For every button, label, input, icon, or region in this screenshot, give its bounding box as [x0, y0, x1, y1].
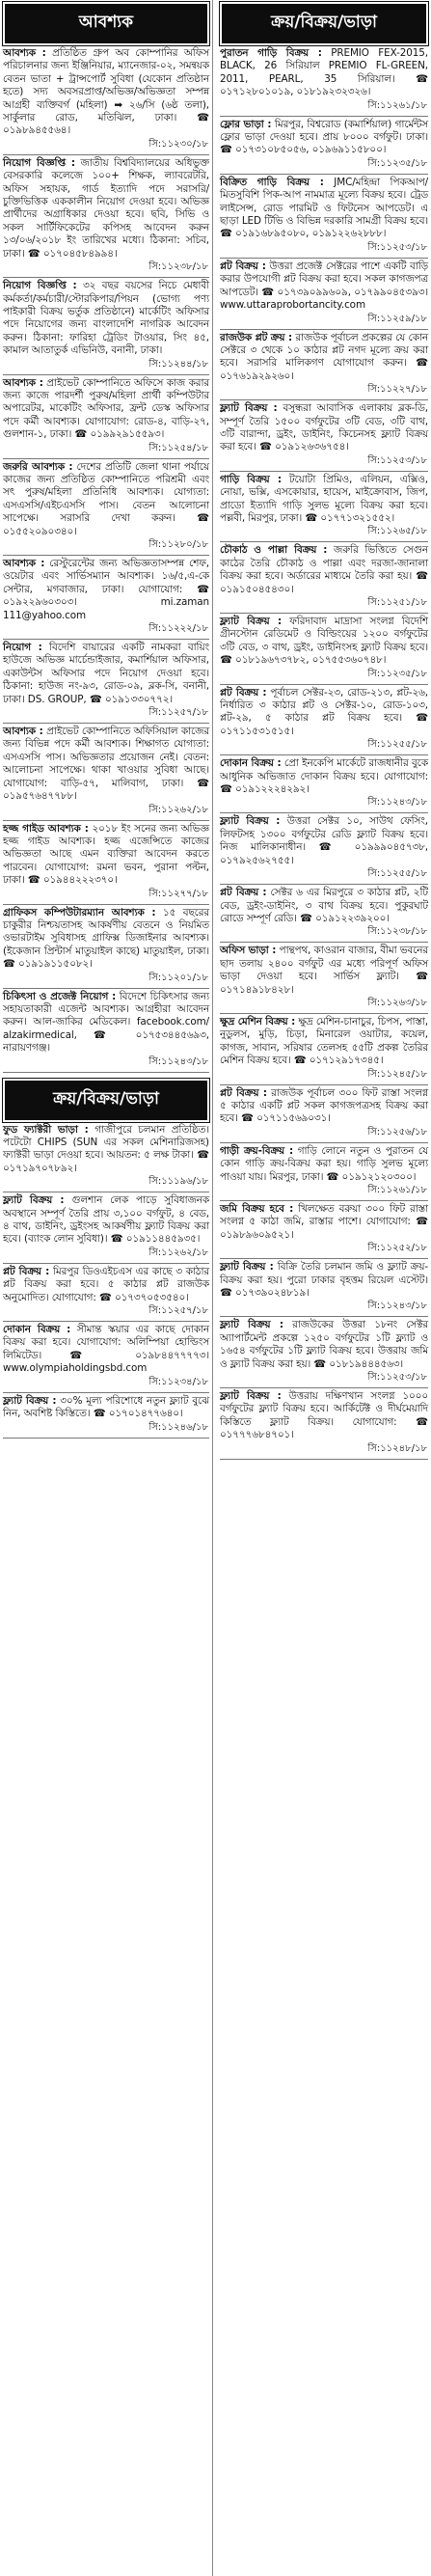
classified-ad — [217, 1319, 431, 1388]
ad-headline: প্লট বিক্রয় : — [220, 1086, 267, 1099]
ad-divider — [220, 399, 428, 400]
ad-headline: আবশ্যক : — [3, 47, 46, 59]
ad-divider — [220, 942, 428, 943]
ad-reference: সি:১১২৫২/১৮ — [367, 1243, 427, 1254]
ad-reference: সি:১১২২২/১৮ — [148, 623, 208, 635]
ad-reference: সি:১১২৪৮/১৮ — [367, 1442, 427, 1454]
ad-headline: প্লট বিক্রয় : — [3, 1265, 50, 1277]
ad-text: চৌকাঠ ও পাল্লা বিক্রয় : জরুরি ভিত্তিতে সেগুন কাঠের তৈরি চৌকাঠ ও পাল্লা এবং দরজা-জানালা বিক্রয় করা হবে। অর্ডারের মাধ্যমে তৈরি করা হয়। ☎ ০১৯১৫০৪৫৪৩০। — [220, 544, 428, 595]
ad-headline: নিয়োগ বিজ্ঞপ্তি : — [3, 156, 75, 169]
ad-reference: সি:১১২৩০/১৮ — [148, 138, 208, 150]
ad-divider — [220, 1084, 428, 1085]
ad-divider — [220, 1013, 428, 1014]
ad-text: ফ্ল্যাট বিক্রয় : ফরিদাবাদ মাদ্রাসা সংলগ্ন বিদেশি গ্রীনস্টোন রেডিমেট ও বিল্ডিংয়ের ১২০০ বর্গফুটের ৩টি বেড, ৩ বাথ, ড্রইং, ডাইনিংসহ ফ্ল্যাট বিক্রয় হবে। ☎ ০১৮১৯৬৭৩৭৮২, ০১৭৫৫৩৬০৭৪৮। — [220, 616, 428, 667]
ad-headline: অফিস ভাড়া : — [220, 945, 277, 957]
ad-headline: ফ্ল্যাট বিক্রয় : — [220, 1261, 274, 1274]
ad-reference: সি:১১২৩৫/১৮ — [367, 157, 427, 169]
ad-divider — [3, 639, 209, 640]
ad-divider — [3, 1321, 209, 1322]
ad-divider — [220, 1258, 428, 1259]
classified-ad — [217, 260, 431, 330]
ad-headline: প্লট বিক্রয় : — [220, 686, 267, 699]
ad-reference: সি:১১২৩৮/১৮ — [148, 261, 208, 273]
classified-ad — [217, 474, 431, 543]
ad-text: ফুড ফ্যাক্টরী ভাড়া : গাজীপুরে চলমান প্রতিষ্ঠিত। পটেটো CHIPS (SUN এর সকল মেশিনারিজসহ) ফ্যাক্টরী ভাড়া দেওয়া হবে। আয়তন: ৫ লক্ষ টাকা। ☎ ০১৭১৯৭০৭৮৯২। — [3, 1123, 209, 1174]
classified-ad — [217, 1087, 431, 1143]
ad-text: গাড়ি বিক্রয় : টয়োটা প্রিমিও, এলিয়ন, এক্সিও, নোয়া, ভক্সি, এসকোয়ার, হায়েস, মাইক্রোবাস, জিপ, প্রাডো ইত্যাদি গাড়ি সুলভ মূল্যে বিক্রয় করা হবে। পল্লবী, মিরপুর, ঢাকা। ☎ ০১৭৭১৩২১৫৫২। — [220, 473, 428, 524]
ad-divider — [3, 723, 209, 724]
ad-text: জরুরি আবশ্যক : দেশের প্রতিটি জেলা থানা পর্যায়ে কাজের জন্য প্রতিষ্ঠিত কোম্পানিতে পরিশ্রমী এবং সৎ পুরুষ/মহিলা প্রতিনিধি আবশ্যক। যোগ্যতা: এসএসসি/এইচএসসি পাস। বেতন আলোচনা সাপেক্ষে। সরাসরি দেখা করুন। ☎ ০১৫৫২০৯০৩৪০। — [3, 460, 209, 537]
ad-headline: বিক্রিত গাড়ি বিক্রয় : — [220, 176, 324, 188]
ad-divider — [220, 1316, 428, 1317]
classified-ad — [217, 1390, 431, 1460]
ad-headline: চৌকাঠ ও পাল্লা বিক্রয় : — [220, 544, 328, 557]
ad-divider — [3, 555, 209, 556]
ad-text: দোকান বিক্রয় : সীমান্ত স্কয়ার এর কাছে দোকান বিক্রয় করা হবে। যোগাযোগ: অলিম্পিয়া হোল্ডিংস লিমিটেড। ☎ ০১৯৮৪৪৭৭৭৭৩। www.olympiaholdingsbd.com — [3, 1324, 209, 1375]
classified-ad — [217, 887, 431, 943]
ad-divider — [220, 754, 428, 755]
ad-reference: সি:১১২৬৫/১৮ — [367, 526, 427, 537]
classified-ad — [217, 544, 431, 614]
ad-headline: ফ্ল্যাট বিক্রয় : — [220, 616, 283, 627]
ad-headline: ফ্ল্যাট বিক্রয় : — [3, 1194, 65, 1207]
ad-text: পুরাতন গাড়ি বিক্রয় : PREMIO FEX-2015, BLACK, 26 সিরিয়াল PREMIO FL-GREEN, 2011, PEARL, 35 সিরিয়াল। ☎ ০১৭১২৮০১০১৯, ০১৮১৯২৩২৩২৬। — [220, 47, 428, 98]
classified-ad — [217, 332, 431, 401]
classified-ad — [217, 1261, 431, 1317]
classified-ad — [0, 1395, 212, 1439]
classified-ad — [217, 119, 431, 175]
ad-reference: সি:১১২৬১/১৮ — [367, 1185, 427, 1195]
ad-text: প্লট বিক্রয় : সেক্টর ৬ এর মিরপুরে ৩ কাঠার প্লট, ২টি বেড, ড্রইং-ডাইনিং, ৩ বাথ বিক্রয় হবে। পুকুরঘাট রোডে সম্পূর্ণ রেডি। ☎ ০১৯১২২৩৯২০০। — [220, 887, 428, 924]
ad-reference: সি:১১২৫৪/১৮ — [148, 442, 208, 453]
ad-reference: সি:১১১৯৬/১৮ — [148, 1176, 208, 1188]
ad-text: চিকিৎসা ও প্রজেক্ট নিয়োগ : বিদেশে চিকিৎসার জন্য সহায়তাকারী এজেন্ট আবশ্যক। আগ্রহীরা আবেদন করুন। আল-জাকির মেডিকেল। facebook.com/ alzakirmedical, ☎ ০১৭৫৩৪৪৫৬৯৩, নারায়ণগঞ্জ। — [3, 990, 209, 1055]
ad-text: নিয়োগ বিজ্ঞপ্তি : জাতীয় বিশ্ববিদ্যালয়ের অধিভুক্ত বেসরকারি কলেজে ১০০+ শিক্ষক, ল্যাবরেটরি, অফিস সহায়ক, গার্ড ইত্যাদি পদে সরাসরি/চুক্তিভিত্তিক এককালীন নিয়োগ দেওয়া হবে। অভিজ্ঞ প্রার্থীদের অগ্রাধিকার দেওয়া হবে। ছবি, সিভি ও সকল সার্টিফিকেটের কপিসহ আবেদন করুন ১৩/০৬/২০১৮ ইং তারিখের মধ্যে। ঠিকানা: সচিব, ঢাকা। ☎ ০১৭০৪৫৮৪৯৯৪। — [3, 156, 209, 260]
classified-ad — [0, 642, 212, 724]
ad-reference: সি:১১২৬২/১৮ — [148, 1247, 208, 1258]
ad-headline: ফুড ফ্যাক্টরী ভাড়া : — [3, 1123, 89, 1136]
ad-headline: আবশ্যক : — [3, 558, 45, 569]
ad-divider — [3, 820, 209, 821]
ad-reference: সি:১১২৫৩/১৮ — [367, 241, 427, 253]
ad-text: ফ্ল্যাট বিক্রয় : বিক্রি তৈরি চলমান জমি ও ফ্ল্যাট ক্রয়-বিক্রয় করা হয়। পুরো ঢাকার বৃহত্তম রিয়েল এস্টেট। ☎ ০১৭৩৯০২৪৮১৯। — [220, 1261, 428, 1300]
ad-headline: দোকান বিক্রয় : — [3, 1324, 71, 1336]
ad-text: দোকান বিক্রয় : প্রো ইনকেপি মার্কেটে রাজধানীর বুকে আধুনিক অভিজাত দোকান বিক্রয় হবে। যোগাযোগ: ☎ ০১৯১২২২৪২৯২। — [220, 757, 428, 796]
ad-text: ফ্ল্যাট বিক্রয় : উত্তরায় দক্ষিণখান সংলগ্ন ১০০০ বর্গফুটের ফ্ল্যাট বিক্রয় হবে। আর্কিটেক্ট ও দীর্ঘমেয়াদি কিস্তিতে ফ্ল্যাট বিক্রয়। যোগাযোগ: ☎ ০১৭৭৭৬৮৪৭০১। — [220, 1390, 428, 1441]
ad-headline: হজ্জ গাইড আবশ্যক : — [3, 822, 89, 835]
ad-headline: আবশ্যক : — [3, 376, 43, 389]
ad-divider — [220, 541, 428, 542]
ad-reference: সি:১১২৫৭/১৮ — [148, 1305, 208, 1317]
ad-text: নিয়োগ : বিদেশি বায়ারের একটি নামকরা বায়িং হাউজে অভিজ্ঞ মার্চেন্ডাইজার, কমার্শিয়াল অফিসার, একাউন্টস অফিসার পদে নিয়োগ দেওয়া হবে। ঠিকানা: হাউজ নং-৯৩, রোড-০৯, ব্লক-সি, বনানী, ঢাকা। DS. GROUP, ☎ ০১৯১৩৩০৭৭২। — [3, 642, 209, 705]
ad-reference: সি:১১২৪৪/১৮ — [148, 358, 208, 370]
ad-divider — [3, 154, 209, 155]
ad-headline: গাড়ী ক্রয়-বিক্রয় : — [220, 1144, 294, 1157]
classified-ad — [0, 157, 212, 278]
ad-reference: সি:১১২৫৩/১৮ — [367, 1372, 427, 1384]
ad-divider — [3, 904, 209, 905]
ad-headline: ফ্ল্যাট বিক্রয় : — [220, 815, 281, 828]
ad-text: গ্রাফিকস কম্পিউটারম্যান আবশ্যক : ১৫ বছরের চাকুরীর নিশ্চয়তাসহ আকর্ষণীয় বেতনে ও নিয়মিত ওভারটাইম সুবিধাসহ গ্রাফিক্স ডিজাইনার আবশ্যক। (ইকেজান প্রিন্টার্স মাতুয়াইল কাছে) মাতুয়াইল, ঢাকা। ☎ ০১৯১৯১১৫০৮২। — [3, 906, 210, 971]
ad-text: প্লট বিক্রয় : রাজউক পূর্বাচল ৩০০ ফিট রাস্তা সংলগ্ন ৫ কাঠার একটি প্লট সকল কাগজপত্রসহ বিক্রয় করা হবে। ☎ ০১৭১১৫৬৯০৩১। — [220, 1086, 428, 1125]
ad-divider — [220, 258, 428, 259]
classified-ad — [217, 815, 431, 885]
ad-headline: ফ্ল্যাট বিক্রয় : — [220, 402, 278, 415]
right-column — [217, 0, 431, 2576]
classified-ad — [217, 757, 431, 813]
ad-text: ফ্ল্যাট বিক্রয় : গুলশান লেক পাড়ে সুবিধাজনক অবস্থানে সম্পূর্ণ তৈরি প্রায় ৩,১০০ বর্গফুট, ৪ বেড, ৪ বাথ, ডাইনিং, ড্রইংসহ আকর্ষণীয় ফ্ল্যাট বিক্রয় করা হবে। (ব্যাংক লোন সুবিধা)। ☎ ০১৯১১৪৪৫৯৩৫। — [3, 1194, 209, 1246]
ad-reference: সি:১১২৩৫/১৮ — [367, 668, 427, 679]
classified-ad — [0, 1324, 212, 1393]
ad-reference: সি:১১২৫৬/১৮ — [367, 1126, 427, 1137]
ad-reference: সি:১১২৪৩/১৮ — [367, 1301, 427, 1312]
ad-reference: সি:১১২৫৫/১৮ — [367, 868, 427, 880]
ad-reference: সি:১১২৫৯/১৮ — [367, 313, 427, 324]
ad-headline: নিয়োগ বিজ্ঞপ্তি : — [3, 280, 77, 292]
classified-ad — [0, 907, 212, 989]
classified-ad — [217, 1203, 431, 1259]
ad-text: হজ্জ গাইড আবশ্যক : ২০১৮ ইং সনের জন্য অভিজ্ঞ হজ্জ গাইড আবশ্যক। হজ্জ এজেন্সিতে কাজের অভিজ্ঞতা আছে এমন ব্যক্তিরা আবেদন করতে পারবেন। যোগাযোগ: রমনা ভবন, পুরানা পল্টন, ঢাকা। ☎ ০১৯৪৪২২২৩৭০। — [3, 822, 209, 887]
classified-ad — [0, 1124, 212, 1193]
ad-headline: নিয়োগ : — [3, 642, 42, 654]
ad-reference: সি:১১২৫১/১৮ — [367, 597, 427, 608]
ad-reference: সি:১১২৬১/১৮ — [367, 99, 427, 111]
classified-ad — [0, 1266, 212, 1322]
ad-reference: সি:১১২২৭/১৮ — [367, 384, 427, 396]
ad-headline: গাড়ি বিক্রয় : — [220, 473, 282, 485]
classified-ad — [217, 1016, 431, 1085]
classified-ad — [217, 616, 431, 685]
classified-ad — [217, 177, 431, 259]
ad-reference: সি:১১২৬৩/১৮ — [367, 997, 427, 1008]
classified-ad — [0, 280, 212, 374]
ad-divider — [3, 458, 209, 459]
ad-text: গাড়ী ক্রয়-বিক্রয় : গাড়ি লোনে নতুন ও পুরাতন যে কোন গাড়ি ক্রয়-বিক্রয় করা হয়। গাড়ি সুলভ মূল্যে পাওয়া যায়। মিরপুর, ঢাকা। ☎ ০১৯১২১২০৩০০। — [220, 1144, 428, 1183]
ad-divider — [220, 1142, 428, 1143]
ad-reference: সি:১১২৫৩/১৮ — [367, 454, 427, 466]
ad-headline: জরুরি আবশ্যক : — [3, 460, 73, 473]
section-header-buy-sell-rent: ক্রয়/বিক্রয়/ভাড়া — [220, 2, 428, 45]
ad-text: আবশ্যক : প্রতিষ্ঠিত গ্রুপ অব কোম্পানির অফিস পরিচালনার জন্য ইঞ্জিনিয়ার, ম্যানেজার-০২, সমন্বয়ক বেতন ভাতা + ট্রান্সপোর্ট সুবিধা (যেকোন প্রতিষ্ঠান হতে) সদ্য অবসরপ্রাপ্ত/অভিজ্ঞ/অভিজ্ঞতা সম্পন্ন আগ্রহী ব্যক্তিবর্গ (মহিলা) ➡ ২৬/সি (৬ষ্ঠ তলা), সার্কুলার রোড, মতিঝিল, ঢাকা। ☎ ০১৯৮৯৪৫৫৬৪। — [3, 47, 209, 137]
ad-reference: সি:১১২৫৭/১৮ — [148, 707, 208, 719]
ad-headline: চিকিৎসা ও প্রজেক্ট নিয়োগ : — [3, 990, 117, 1002]
ad-divider — [220, 613, 428, 614]
ad-text: ফ্ল্যাট বিক্রয় : ৩০% মূল্য পরিশোধে নতুন ফ্ল্যাট বুঝে নিন, অবশিষ্ট কিস্তিতে। ☎ ০১৭০১৪৭৭৬৪০। — [3, 1394, 209, 1420]
ad-reference: সি:১১২৫৫/১৮ — [367, 739, 427, 751]
ad-headline: পুরাতন গাড়ি বিক্রয় : — [220, 47, 322, 59]
ad-divider — [220, 174, 428, 175]
classified-ad — [0, 47, 212, 155]
ad-text: ফ্ল্যাট বিক্রয় : রাজউকের উত্তরা ১৮নং সেক্টর অ্যাপার্টমেন্ট প্রকল্পে ১২৫০ বর্গফুটের ১টি ফ্ল্যাট ও ১৬৫৪ বর্গফুটের ১টি ফ্ল্যাট বিক্রয় হবে। উত্তরায় জমি ও ফ্ল্যাট বিক্রয় করা হয়। ☎ ০১৮১৯৪৪৪৫৬৩। — [220, 1319, 428, 1370]
ad-text: আবশ্যক : রেস্টুরেন্টের জন্য অভিজ্ঞতাসম্পন্ন শেফ, ওয়েটার এবং সার্ভিসম্যান আবশ্যক। ১৬/৫,এ-কে সেন্টার, মগবাজার, ঢাকা। যোগাযোগ: ☎ ০১৯২২৯৬০৩০৩। mi.zaman 111@yahoo.com — [3, 558, 209, 621]
buy-sell-ads-list — [217, 47, 431, 1460]
classified-ad — [0, 1194, 212, 1264]
ad-headline: আবশ্যক : — [3, 726, 43, 738]
ad-reference: সি:১১২০১/১৮ — [148, 972, 208, 983]
ad-headline: ফ্ল্যাট বিক্রয় : — [220, 1319, 283, 1331]
classified-ad — [0, 823, 212, 905]
ad-headline: ক্ষুদ্র মেশিন বিক্রয় : — [220, 1015, 296, 1028]
classified-ad — [0, 991, 212, 1073]
ad-headline: দোকান বিক্রয় : — [220, 757, 282, 770]
ad-text: আবশ্যক : প্রাইভেট কোম্পানিতে অফিসে কাজ করার জন্য কাজে পারদর্শী পুরুষ/মহিলা প্রার্থী কম্পিউটার অপারেটর, মাকেটিং অফিসার, ফ্রন্ট ডেস্ক অফিসার পদে কর্মী আবশ্যক। যোগাযোগ: রোড-৪, বাড়ি-২৭, গুলশান-১, ঢাকা। ☎ ০১৯৯২৯১৫৫৯৩। — [3, 376, 209, 441]
ad-text: ক্ষুদ্র মেশিন বিক্রয় : ক্ষুদ্র মেশিন-চানাচুর, চিপস, পাস্তা, নুডুলস, মুড়ি, চিড়া, মিনারেল ওয়াটার, কয়েল, কাগজ, সাবান, সরিষার তেলসহ ৫৫টি প্রকল্প তৈরির মেশিন বিক্রয় হবে। ☎ ০১৭১২৯১৭৩৪৫। — [220, 1015, 428, 1067]
ad-divider — [3, 1438, 209, 1439]
ad-divider — [3, 374, 209, 375]
ad-reference: সি:১১২৬২/১৮ — [148, 804, 208, 815]
ad-text: প্লট বিক্রয় : পূর্বাচল সেক্টর-২৩, রোড-২১৩, প্লট-২৬, নির্ধারিত ৩ কাঠার প্লট ও সেক্টর-১০, রোড-১০৩, প্লট-২৯, ৫ কাঠার প্লট বিক্রয় হবে। ☎ ০১৭১১৫৩১৫১৫। — [220, 686, 428, 737]
ad-reference: সি:১১২৪৩/১৮ — [367, 797, 427, 808]
left-column — [0, 0, 213, 2576]
ad-divider — [3, 988, 209, 989]
ad-divider — [220, 116, 428, 117]
classified-ad — [217, 687, 431, 756]
ad-divider — [220, 1200, 428, 1201]
ad-text: নিয়োগ বিজ্ঞপ্তি : ৩২ বছর বয়সের নিচে মেধাবী কর্মকর্তা/কর্মচারী/স্টোরকিপার/পিয়ন (ভোগ্য পণ্য পাইকারী বিক্রয় ভর্তুক প্রতিষ্ঠানে) মার্কেটিং অফিসার পদে নিয়োগের জন্য বাংলাদেশি নাগরিক আবেদন করুন। ঠিকানা: ফারিহা ট্রেডিং টাওয়ার, সিং ৪৫, কামাল আতাতুর্ক এভিনিউ, বনানী, ঢাকা। — [3, 280, 210, 357]
ad-divider — [3, 1263, 209, 1264]
classified-ad — [217, 47, 431, 117]
ad-headline: প্লট বিক্রয় : — [220, 260, 266, 272]
classified-ad — [0, 461, 212, 556]
ad-reference: সি:১১২৩৪/১৮ — [148, 1376, 208, 1387]
ad-divider — [220, 812, 428, 813]
ad-headline: ফ্ল্যাট বিক্রয় : — [3, 1394, 57, 1407]
ad-divider — [3, 1392, 209, 1393]
classified-ad — [0, 377, 212, 459]
ad-headline: গ্রাফিকস কম্পিউটারম্যান আবশ্যক : — [3, 906, 156, 918]
ad-divider — [220, 1387, 428, 1388]
ad-divider — [220, 1459, 428, 1460]
ad-divider — [3, 1072, 209, 1073]
section-header-buy-sell-rent-left: ক্রয়/বিক্রয়/ভাড়া — [3, 1079, 209, 1122]
ad-reference: সি:১১২৪৬/১৮ — [148, 1421, 208, 1433]
ad-text: অফিস ভাড়া : পান্থপথ, কাওরান বাজার, বীমা ভবনের ছাদ তলায় ২৪০০ বর্গফুট এর মধ্যে পরিপূর্ণ অফিস ভাড়া দেওয়া হবে। সার্ভিস ফ্ল্যাট। ☎ ০১৭১৪৯১৮৪২৮। — [220, 945, 428, 996]
ad-text: ফ্ল্যাট বিক্রয় : উত্তরা সেক্টর ১০, সাউথ ফেসিং, লিফটসহ ১৩০০ বর্গফুটের রেডি ফ্ল্যাট বিক্রয় হবে। নিজ মালিকানাধীন। ☎ ০১৯৯৯০৪৫৭৩৮, ০১৭৯২৫৬২৭৫৫। — [220, 815, 428, 866]
ad-headline: রাজউক প্লট ক্রয় : — [220, 331, 293, 343]
ad-text: জমি বিক্রয় হবে : খিলক্ষেত বরুয়া ৩০০ ফিট রাস্তা সংলগ্ন ৫ কাঠা জমি, রাস্তার পাশে। যোগাযোগ: ☎ ০১৯৮৯৬০৯৫২১। — [220, 1203, 428, 1241]
ad-divider — [3, 277, 209, 278]
classified-ad — [0, 558, 212, 640]
ad-text: প্লট বিক্রয় : মিরপুর ডিওএইচএস এর কাছে ৩ কাঠার প্লট বিক্রয় করা হবে। ৫ কাঠার প্লট রাজউক অনুমোদিত। যোগাযোগ: ☎ ০১৭৩৭০৫৩৫৪০। — [3, 1265, 209, 1303]
ad-divider — [220, 684, 428, 685]
ad-text: ফ্লোর ভাড়া : মিরপুর, বিশ্বরোড (কমার্শিয়াল) গার্মেন্টস ফ্লোর ভাড়া দেওয়া হবে। প্রায় ৮০০০ বর্গফুট। ঢাকা। ☎ ০১৭৩১০৮৫০৫৬, ০১৯৬৯১১৫৮০০। — [220, 118, 428, 156]
ad-text: প্লট বিক্রয় : উত্তরা প্রজেক্ট সেক্টরের পাশে একটি বাড়ি করার উপযোগী প্লট বিক্রয় করা হবে। সকল কাগজপত্র আপডেট। ☎ ০১৭৩৯০৯৯৬০৯, ০১৭৯৯০৪৫৩৯৩। www.uttaraprobortancity.com — [220, 260, 428, 312]
ad-headline: ফ্ল্যাট বিক্রয় : — [220, 1390, 282, 1403]
classified-ad — [0, 726, 212, 820]
classified-ad — [217, 1145, 431, 1201]
classified-ad — [217, 945, 431, 1014]
ad-reference: সি:১১২৭৭/১৮ — [148, 888, 208, 899]
ad-text: রাজউক প্লট ক্রয় : রাজউক পূর্বাচল প্রকল্পের যে কোন সেক্টরে ৩ থেকে ১০ কাঠার প্লট নগদ মূল্যে ক্রয় করা হবে। সরাসরি মালিকগণ যোগাযোগ করুন। ☎ ০১৭৬১৯২৯২৬০। — [220, 331, 429, 382]
ad-headline: ফ্লোর ভাড়া : — [220, 118, 272, 130]
ad-text: ফ্ল্যাট বিক্রয় : বসুন্ধরা আবাসিক এলাকায় ব্লক-ডি, সম্পূর্ণ তৈরি ১৫০০ বর্গফুটের ৩টি বেড, ৩টি বাথ, ৩টি বারান্দা, ড্রইং, ডাইনিং, কিচেনসহ ফ্ল্যাট বিক্রয় করা হবে। ☎ ০১৯১২৬৩৬৭৫৪। — [220, 402, 428, 453]
buy-sell-ads-list-left — [0, 1124, 212, 1439]
ad-reference: সি:১১২৮০/১৮ — [148, 539, 208, 550]
ad-headline: প্লট বিক্রয় : — [220, 887, 267, 899]
ad-divider — [220, 471, 428, 472]
wanted-ads-list — [0, 47, 212, 1073]
ad-reference: সি:১১২৪৫/১৮ — [367, 1068, 427, 1080]
section-header-wanted: আবশ্যক — [3, 2, 209, 45]
ad-divider — [220, 884, 428, 885]
classified-ad — [217, 402, 431, 472]
ad-reference: সি:১১২৪৩/১৮ — [148, 1055, 208, 1067]
ad-headline: জমি বিক্রয় হবে : — [220, 1203, 294, 1215]
ad-reference: সি:১১২৩৮/১৮ — [367, 926, 427, 938]
ad-text: বিক্রিত গাড়ি বিক্রয় : JMC/মহিন্দ্রা পিকআপ/মিতসুবিশি পিক-আপ নামমাত্র মূল্যে বিক্রয় হবে। ট্রেড লাইসেন্স, রোড পারমিট ও ফিটনেস আপডেট। এ ছাড়া LED টিভি ও বিভিন্ন দরকারি সামগ্রী বিক্রয় হবে। ☎ ০১৯১৬৮৯৫০৮০, ০১৯১২২৬২৮৮৮। — [220, 176, 428, 240]
ad-text: আবশ্যক : প্রাইভেট কোম্পানিতে অফিসিয়াল কাজের জন্য বিভিন্ন পদে কর্মী আবশ্যক। শিক্ষাগত যোগ্যতা: এসএসসি পাস। অভিজ্ঞতার প্রয়োজন নেই। বেতন: আলোচনা সাপেক্ষে। থাকা খাওয়ার সুবিধা আছে। যোগাযোগ: বাড়ি-৫৭, মালিবাগ, ঢাকা। ☎ ০১৯৫৭৬৪৭৭৮৮। — [3, 726, 209, 803]
ad-divider — [220, 329, 428, 330]
